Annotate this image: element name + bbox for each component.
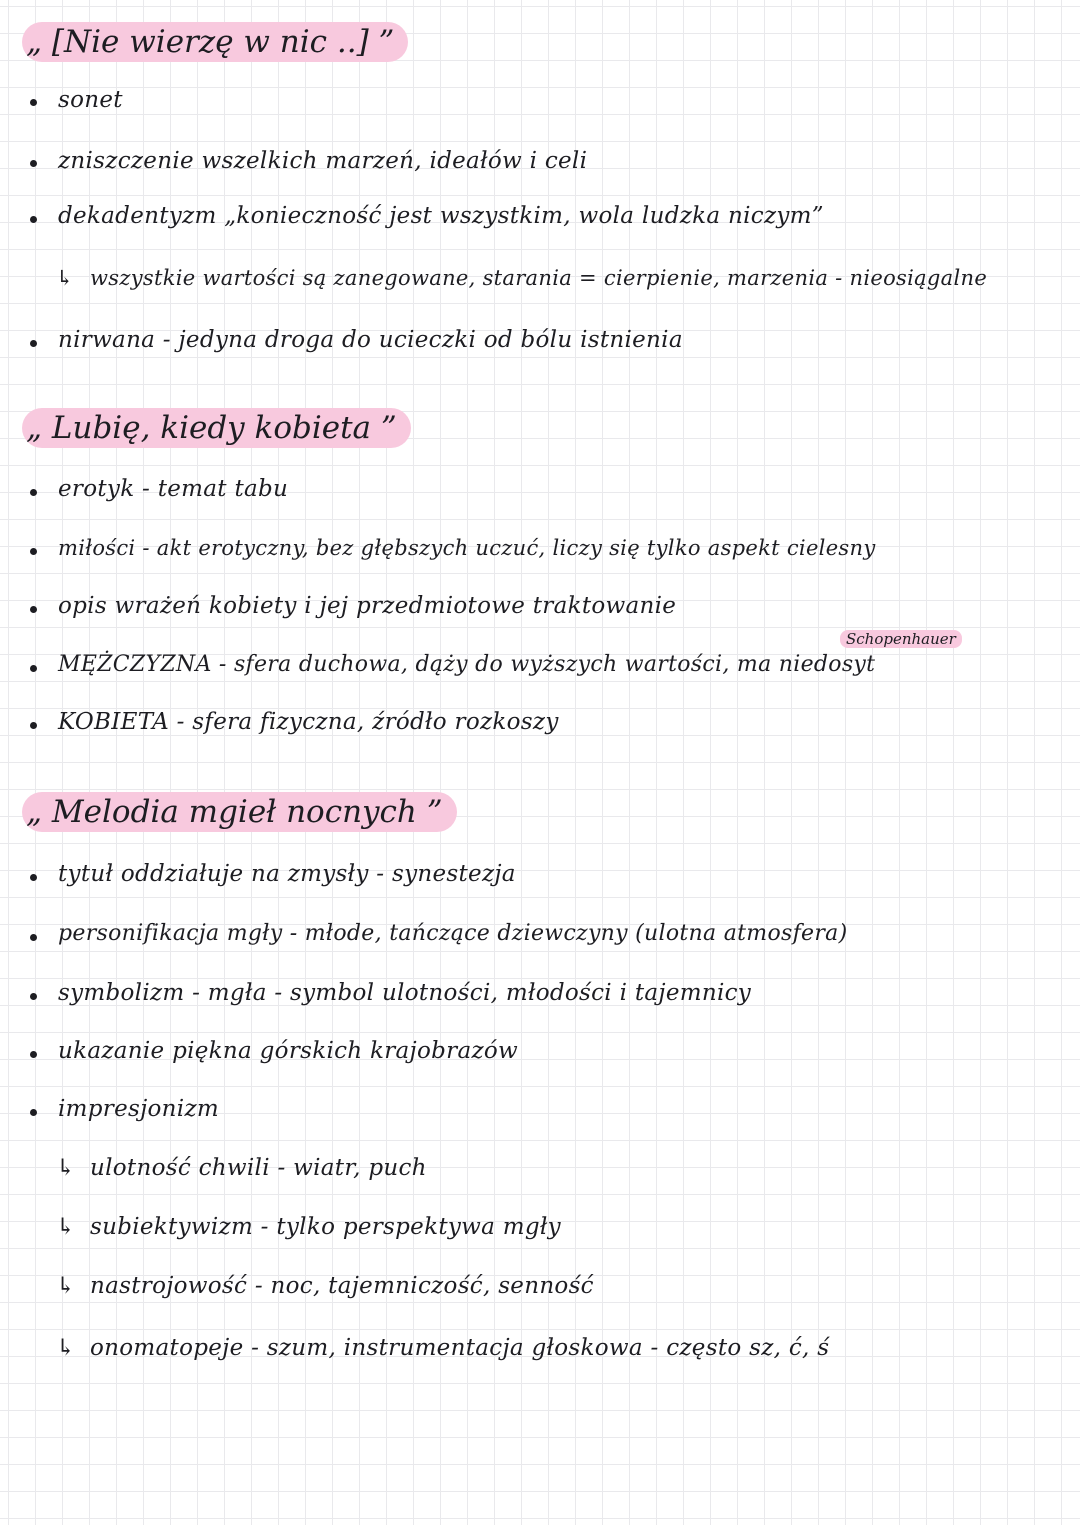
sub-note-line [56,1211,561,1243]
note-line: erotyk - temat tabu [58,476,289,502]
bullet [30,99,37,106]
arrow-icon: ↳ [56,1335,76,1361]
section-title-melodia-mgiel-nocnych [22,792,457,832]
bullet [30,1051,37,1058]
note-line: zniszczenie wszelkich marzeń, ideałów i celi [58,148,588,174]
note-line: MĘŻCZYZNA - sfera duchowa, dąży do wyższych wartości, ma niedosyt [58,652,876,677]
note-line: opis wrażeń kobiety i jej przedmiotowe traktowanie [58,593,677,619]
bullet [30,548,37,555]
bullet [30,340,37,347]
sub-note-line [56,1332,829,1364]
bullet [30,722,37,729]
bullet [30,160,37,167]
note-line: dekadentyzm „konieczność jest wszystkim, wola ludzka niczym” [58,203,824,229]
note-line: sonet [58,87,123,113]
section-title-lubie-kiedy-kobieta [22,408,411,448]
bullet [30,489,37,496]
annotation-schopenhauer: Schopenhauer [840,630,962,648]
bullet [30,993,37,1000]
sub-note-text: nastrojowość - noc, tajemniczość, senność [90,1273,594,1299]
bullet [30,1109,37,1116]
sub-note-text: wszystkie wartości są zanegowane, starania = cierpienie, marzenia - nieosiągalne [90,266,988,290]
arrow-icon: ↳ [56,1155,76,1181]
note-line: personifikacja mgły - młode, tańczące dziewczyny (ulotna atmosfera) [58,921,848,946]
section-title-nie-wierze [22,22,408,62]
note-line: nirwana - jedyna droga do ucieczki od bólu istnienia [58,327,683,353]
note-line: miłości - akt erotyczny, bez głębszych uczuć, liczy się tylko aspekt cielesny [58,536,876,560]
bullet [30,934,37,941]
bullet [30,216,37,223]
title-highlight: „ Lubię, kiedy kobieta ” [22,408,411,448]
bullet [30,665,37,672]
sub-note-text: onomatopeje - szum, instrumentacja głoskowa - często sz, ć, ś [90,1335,830,1361]
sub-note-text: subiektywizm - tylko perspektywa mgły [90,1214,561,1240]
note-line: KOBIETA - sfera fizyczna, źródło rozkoszy [58,709,559,735]
note-line: ukazanie piękna górskich krajobrazów [58,1038,519,1064]
title-highlight: „ [Nie wierzę w nic ..] ” [22,22,408,62]
note-line: symbolizm - mgła - symbol ulotności, młodości i tajemnicy [58,980,752,1006]
arrow-icon: ↳ [56,1273,76,1299]
sub-note-line [56,1152,427,1184]
note-line: tytuł oddziałuje na zmysły - synestezja [58,861,516,887]
note-line: impresjonizm [58,1096,219,1122]
sub-note-line [56,262,987,294]
bullet [30,606,37,613]
title-highlight: „ Melodia mgieł nocnych ” [22,792,457,832]
bullet [30,874,37,881]
sub-note-line [56,1270,594,1302]
arrow-icon: ↳ [56,1214,76,1240]
arrow-icon: ↳ [56,266,74,290]
sub-note-text: ulotność chwili - wiatr, puch [90,1155,427,1181]
